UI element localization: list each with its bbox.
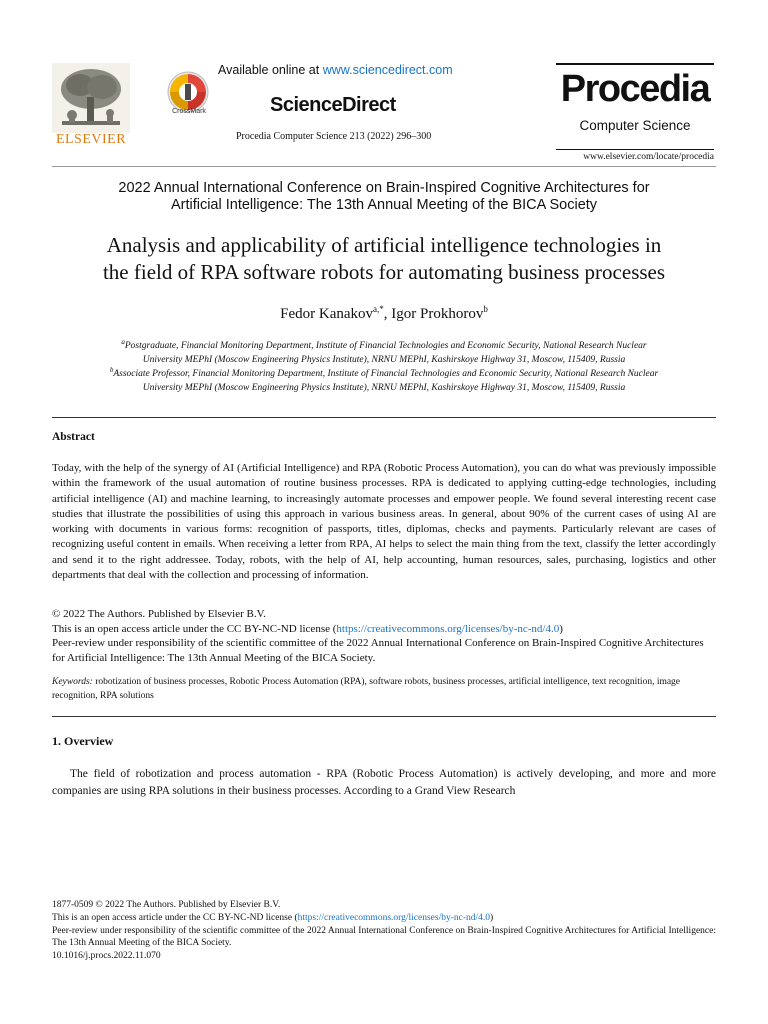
author-2-affiliation: b [483, 304, 488, 314]
footer-open-access-suffix: ) [490, 912, 494, 923]
footer-doi-link[interactable]: 10.1016/j.procs.2022.11.070 [52, 951, 161, 962]
paper-title [52, 232, 716, 286]
affiliation-b-line-2: University MEPhI (Moscow Engineering Physics Institute), NRNU MEPhI, Kashirskoye Highway 31, Moscow, 115409, Russia [142, 383, 626, 394]
journal-url-link[interactable]: www.elsevier.com/locate/procedia [583, 152, 714, 162]
section-1-heading: 1. Overview [52, 734, 114, 748]
conference-line-2: Artificial Intelligence: The 13th Annual Meeting of the BICA Society [170, 197, 598, 213]
peer-review-statement: Peer-review under responsibility of the scientific committee of the 2022 Annual International Conference on Brain-Inspired Cognitive Architectures for Artificial Intelligence: The 13th Annual Meeting of the BICA Society. [52, 637, 704, 664]
affiliation-a-line-1: Postgraduate, Financial Monitoring Department, Institute of Financial Technologies and Economic Security, National Research Nuclear [124, 341, 647, 352]
footer [52, 899, 716, 963]
abstract-heading: Abstract [52, 431, 95, 443]
keywords-text: robotization of business processes, Robotic Process Automation (RPA), software robots, business processes, artificial intelligence, text recognition, image recognition, RPA solutions [52, 677, 681, 701]
license-block [52, 607, 716, 665]
open-access-suffix: ) [559, 622, 563, 635]
publisher-name: ELSEVIER [55, 132, 127, 147]
footer-peer-review: Peer-review under responsibility of the scientific committee of the 2022 Annual International Conference on Brain-Inspired Cognitive Architectures for Artificial Intelligence: The 13th Annual Meeting of the BICA Society. [52, 925, 716, 949]
affiliation-a-label: a [121, 338, 125, 346]
copyright-line: © 2022 The Authors. Published by Elsevier B.V. [52, 608, 266, 620]
open-access-prefix: This is an open access article under the CC BY-NC-ND license ( [52, 622, 337, 635]
abstract-text: Today, with the help of the synergy of AI (Artificial Intelligence) and RPA (Robotic Process Automation), you can do what was previously impossible within the framework of the usual automation of routine business processes. RPA is dedicated to applying cutting-edge technologies, including artificial intelligence (AI) and machine learning, to increasingly automate processes and empower people. We found several interesting recent case studies that illustrate the possibilities of using this approach in various business areas. In general, about 90% of the current cases of using AI are working with documents in various forms: recognition of passports, titles, diplomas, checks and payments. Particularly relevant are cases of recognizing useful content in emails. When receiving a letter from RPA, AI helps to select the main thing from the text, classify the letter accordingly and send it to the right addressee. Today, robots, with the help of AI, help accounting, human resources, sales, purchasing, logistics and other departments that deal with the collection and processing of information. [52, 462, 716, 582]
corresponding-author-mark[interactable]: * [379, 304, 384, 314]
footer-open-access-prefix: This is an open access article under the CC BY-NC-ND license ( [52, 912, 298, 923]
header-divider [52, 166, 716, 167]
footer-issn-line: 1877-0509 © 2022 The Authors. Published by Elsevier B.V. [52, 900, 281, 910]
author-1: Fedor Kanakov [280, 306, 374, 322]
available-online-prefix: Available online at [218, 63, 323, 77]
journal-reference: Procedia Computer Science 213 (2022) 296–300 [236, 131, 432, 142]
abstract-bottom-rule [52, 716, 716, 717]
procedia-logo-title: Procedia [560, 68, 710, 110]
procedia-logo-subtitle: Computer Science [579, 118, 691, 133]
abstract-top-rule [52, 417, 716, 418]
sciencedirect-wordmark: ScienceDirect [270, 94, 396, 116]
affiliation-a-line-2: University MEPhI (Moscow Engineering Physics Institute), NRNU MEPhI, Kashirskoye Highway 31, Moscow, 115409, Russia [142, 355, 626, 366]
author-list [52, 304, 716, 323]
conference-line-1: 2022 Annual International Conference on Brain-Inspired Cognitive Architectures for [118, 180, 650, 196]
affiliation-b-label: b [109, 366, 114, 374]
footer-license-link[interactable]: https://creativecommons.org/licenses/by-nc-nd/4.0 [297, 912, 491, 923]
affiliation-b-line-1: Associate Professor, Financial Monitoring Department, Institute of Financial Technologies and Economic Security, National Research Nuclear [113, 369, 659, 380]
sciencedirect-link[interactable]: www.sciencedirect.com [322, 63, 453, 77]
available-online-line [218, 63, 478, 77]
keywords [52, 675, 716, 703]
paper-title-line-1: Analysis and applicability of artificial intelligence technologies in [106, 233, 662, 257]
keywords-label: Keywords: [52, 677, 93, 687]
section-1-text: The field of robotization and process automation - RPA (Robotic Process Automation) is actively developing, and more and more companies are using RPA solutions in their business processes. According to a Grand View Research [52, 768, 716, 797]
author-separator: , [383, 306, 392, 322]
author-1-affiliation: a, [373, 304, 380, 314]
conference-name [52, 180, 716, 214]
author-2: Igor Prokhorov [391, 306, 484, 322]
license-link[interactable]: https://creativecommons.org/licenses/by-nc-nd/4.0 [336, 622, 560, 635]
paper-title-line-2: the field of RPA software robots for automating business processes [102, 260, 666, 284]
crossmark-label: CrossMark [172, 108, 206, 115]
affiliation-b [52, 363, 716, 395]
